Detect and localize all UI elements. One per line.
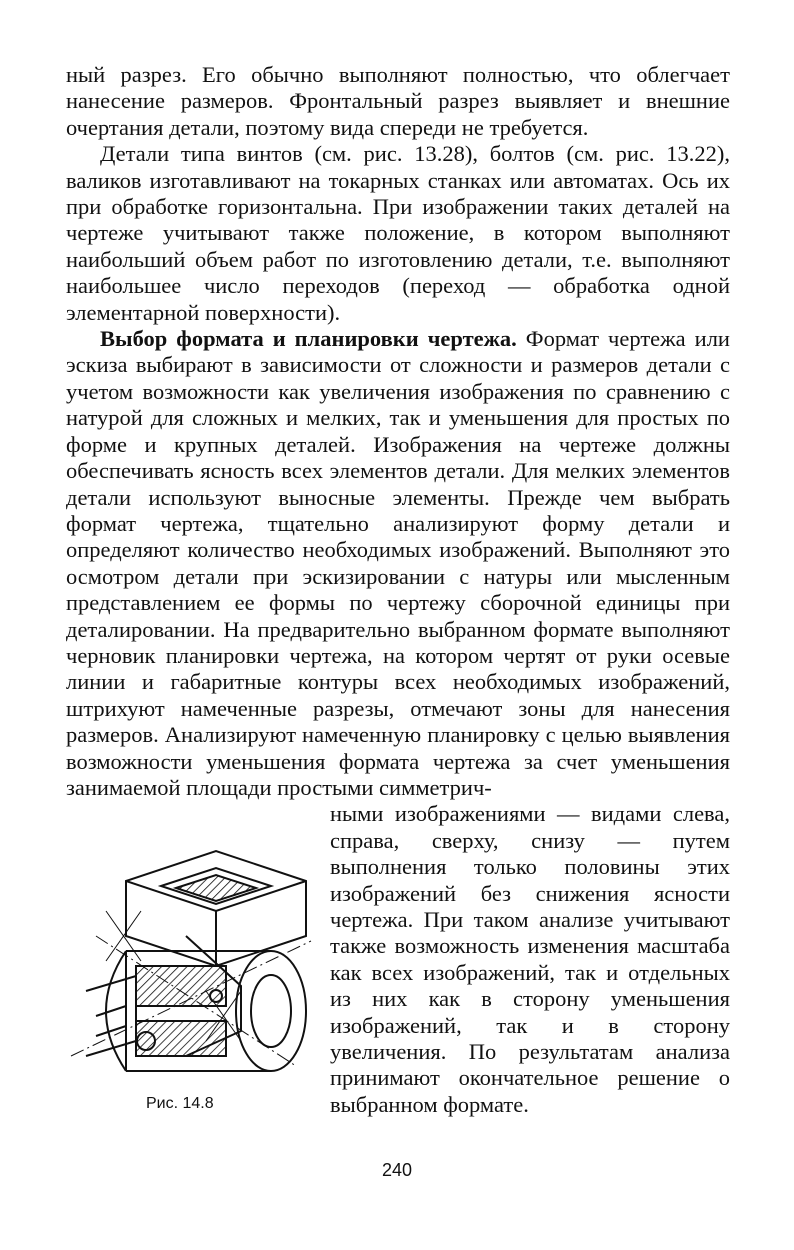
machine-part-drawing-icon <box>66 841 316 1091</box>
paragraph-3 <box>66 326 730 801</box>
page-number: 240 <box>381 1160 413 1180</box>
wrap-text-column <box>330 801 730 1119</box>
figure-and-wrap-text <box>66 801 730 1119</box>
paragraph-1: ный разрез. Его обычно выполняют полностью, что облегчает нанесение размеров. Фронтальный разрез выявляет и внешние очертания детали, поэтому вида спереди не требуется. <box>66 62 730 140</box>
paragraph-3-body: Формат чертежа или эскиза выбирают в зависимости от сложности и размеров детали с учетом возможности как увеличения изображения по сравнению с натурой для сложных и мелких, так и уменьшения для простых по форме и крупных деталей. Изображения на чертеже должны обеспечивать ясность всех элементов детали. Для мелких элементов детали используют выносные элементы. Прежде чем выбрать формат чертежа, тщательно анализируют форму детали и определяют количество необходимых изображений. Выполняют это осмотром детали при эскизировании с натуры или мысленным представлением ее формы по чертежу сборочной единицы при деталировании. На предварительно выбранном формате выполняют черновик планировки чертежа, на котором чертят от руки осевые линии и габаритные контуры всех необходимых изображений, штрихуют намеченные разрезы, отмечают зоны для нанесения размеров. Анализируют намеченную планировку с целью выявления возможности уменьшения формата чертежа за счет уменьшения занимаемой площади простыми симметрич- <box>66 326 730 800</box>
figure-caption: Рис. 14.8 <box>146 1095 214 1113</box>
paragraph-2: Детали типа винтов (см. рис. 13.28), болтов (см. рис. 13.22), валиков изготавливают на токарных станках или автоматах. Ось их при обработке горизонтальна. При изображении таких деталей на чертеже учитывают также положение, в котором выполняют наибольший объем работ по изготовлению детали, т.е. выполняют наибольшее число переходов (переход — обработка одной элементарной поверхности). <box>66 141 730 325</box>
section-heading: Выбор формата и планировки чертежа. <box>100 326 517 352</box>
body-text <box>66 62 730 1119</box>
figure <box>66 801 330 1119</box>
paragraph-3-continued: ными изображениями — видами слева, справа, сверху, снизу — путем выполнения только половины этих изображений без снижения ясности чертежа. При таком анализе учитывают также возможность изменения масштаба как всех изображений, так и отдельных из них как в сторону уменьшения изображений, так и в сторону увеличения. По результатам анализа принимают окончательное решение о выбранном формате. <box>330 801 730 1117</box>
